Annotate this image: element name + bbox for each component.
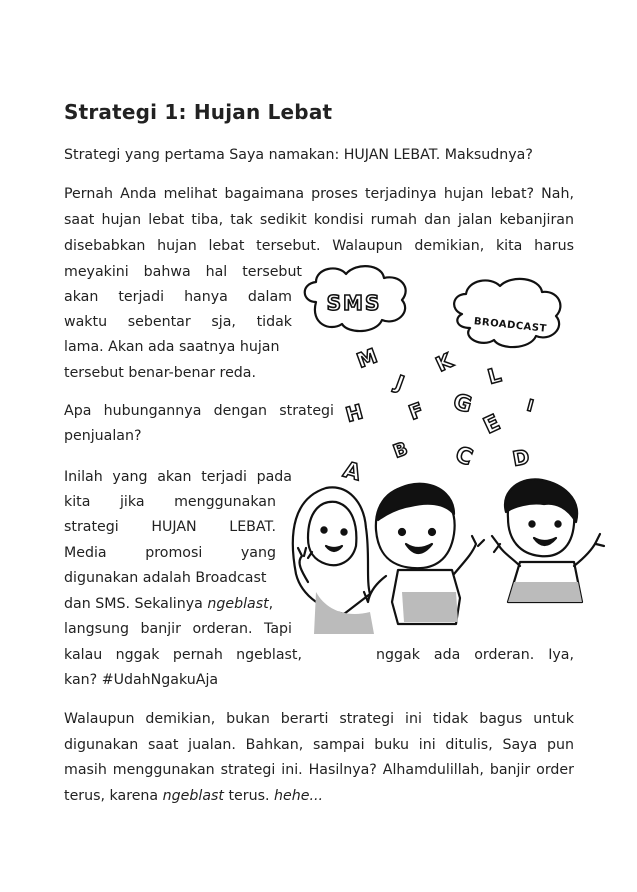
letter-d: D (510, 444, 532, 471)
middle-boy-character (364, 484, 484, 624)
rain-illustration (286, 262, 608, 642)
italic-word: ngeblast (207, 596, 269, 612)
paragraph-line: Media promosi yang (64, 545, 276, 561)
paragraph-line: Apa hubungannya dengan strategi (64, 403, 334, 419)
line-text: , (268, 596, 274, 612)
line-text: dan SMS. Sekalinya (64, 596, 208, 612)
broadcast-cloud (454, 279, 560, 347)
paragraph-line: Inilah yang akan terjadi pada (64, 469, 292, 485)
girl-character (293, 487, 374, 634)
letter-j: J (392, 370, 408, 396)
paragraph-line: kalau nggak pernah ngeblast, (64, 647, 302, 663)
letter-h: H (343, 399, 366, 427)
paragraph-line: digunakan saat jualan. Bahkan, sampai buku ini ditulis, Saya pun (64, 737, 574, 753)
cloud-left-text: SMS (326, 291, 382, 315)
paragraph-line: Walaupun demikian, bukan berarti strategi ini tidak bagus untuk (64, 711, 574, 727)
paragraph-line: tersebut benar-benar reda. (64, 365, 257, 381)
letter-i: I (524, 395, 536, 416)
letter-m: M (353, 343, 381, 373)
paragraph-line: akan terjadi hanya dalam (64, 289, 292, 305)
paragraph-line: waktu sebentar sja, tidak (64, 314, 292, 330)
paragraph-line: Pernah Anda melihat bagaimana proses terjadinya hujan lebat? Nah, (64, 186, 574, 202)
paragraph-line: kan? #UdahNgakuAja (64, 672, 219, 688)
line-text: terus, karena (64, 788, 163, 804)
line-text: terus. (223, 788, 275, 804)
letter-b: B (390, 438, 411, 463)
letter-k: K (431, 348, 457, 377)
letter-g: G (450, 389, 475, 419)
right-boy-character (492, 479, 604, 602)
letter-f: F (405, 397, 427, 425)
paragraph-line: saat hujan lebat tiba, tak sedikit kondisi rumah dan jalan kebanjiran (64, 212, 574, 228)
paragraph-line: langsung banjir orderan. Tapi (64, 621, 292, 637)
paragraph-line (64, 788, 323, 804)
paragraph-line: nggak ada orderan. Iya, (376, 647, 574, 663)
cloud-right-text: BROADCAST (473, 316, 548, 335)
paragraph-line: masih menggunakan strategi ini. Hasilnya? Alhamdulillah, banjir order (64, 762, 574, 778)
paragraph-line: disebabkan hujan lebat tersebut. Walaupun demikian, kita harus (64, 238, 574, 254)
letter-a: A (340, 457, 364, 487)
italic-word: ngeblast (162, 788, 224, 804)
letter-l: L (485, 362, 504, 389)
intro-paragraph: Strategi yang pertama Saya namakan: HUJAN LEBAT. Maksudnya? (64, 147, 533, 163)
letter-e: E (479, 410, 505, 440)
paragraph-line: strategi HUJAN LEBAT. (64, 519, 276, 535)
paragraph-line: penjualan? (64, 428, 142, 444)
italic-word: hehe... (274, 788, 323, 804)
paragraph-line: lama. Akan ada saatnya hujan (64, 339, 280, 355)
paragraph-line: digunakan adalah Broadcast (64, 570, 267, 586)
paragraph-line: meyakini bahwa hal tersebut (64, 264, 302, 280)
letter-c: C (451, 442, 476, 472)
paragraph-line: kita jika menggunakan (64, 494, 276, 510)
paragraph-line (64, 596, 273, 612)
page-title: Strategi 1: Hujan Lebat (64, 100, 333, 124)
